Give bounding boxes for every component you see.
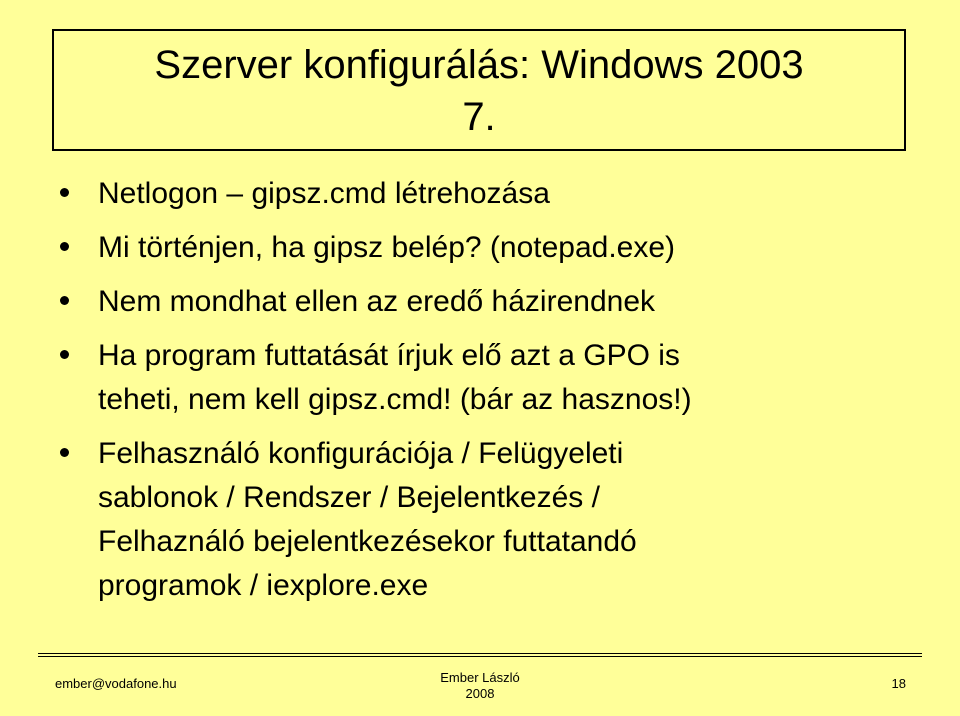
title-box xyxy=(52,29,906,151)
bullet-item xyxy=(60,334,920,422)
bullet-icon xyxy=(60,242,69,251)
bullet-icon xyxy=(60,296,69,305)
bullet-icon xyxy=(60,188,69,197)
bullet-text: Mi történjen, ha gipsz belép? (notepad.exe) xyxy=(98,231,676,264)
footer-author: Ember László xyxy=(440,670,520,685)
bullet-item xyxy=(60,280,920,324)
bullet-icon xyxy=(60,350,69,359)
bullet-item xyxy=(60,172,920,216)
page-number: 18 xyxy=(891,676,906,691)
bullet-text: Felhasználó konfigurációja / Felügyeleti sablonok / Rendszer / Bejelentkezés / Felhaználó bejelentkezésekor futtatandó programok / iexplore.exe xyxy=(98,437,637,602)
bullet-item xyxy=(60,432,920,608)
bullet-item xyxy=(60,226,920,270)
footer-year: 2008 xyxy=(465,686,495,701)
footer-divider xyxy=(38,656,922,657)
bullet-text: Nem mondhat ellen az eredő házirendnek xyxy=(98,285,656,318)
slide-title-line2: 7. xyxy=(462,95,496,139)
bullet-text: Netlogon – gipsz.cmd létrehozása xyxy=(98,177,550,210)
footer-divider xyxy=(38,653,922,654)
footer-email: ember@vodafone.hu xyxy=(55,676,177,691)
bullet-text: Ha program futtatását írjuk elő azt a GPO is teheti, nem kell gipsz.cmd! (bár az hasznos!) xyxy=(98,339,692,416)
bullet-icon xyxy=(60,448,69,457)
slide-title-line1: Szerver konfigurálás: Windows 2003 xyxy=(154,43,804,87)
footer-author-block xyxy=(405,670,555,702)
bullet-list xyxy=(60,172,920,618)
